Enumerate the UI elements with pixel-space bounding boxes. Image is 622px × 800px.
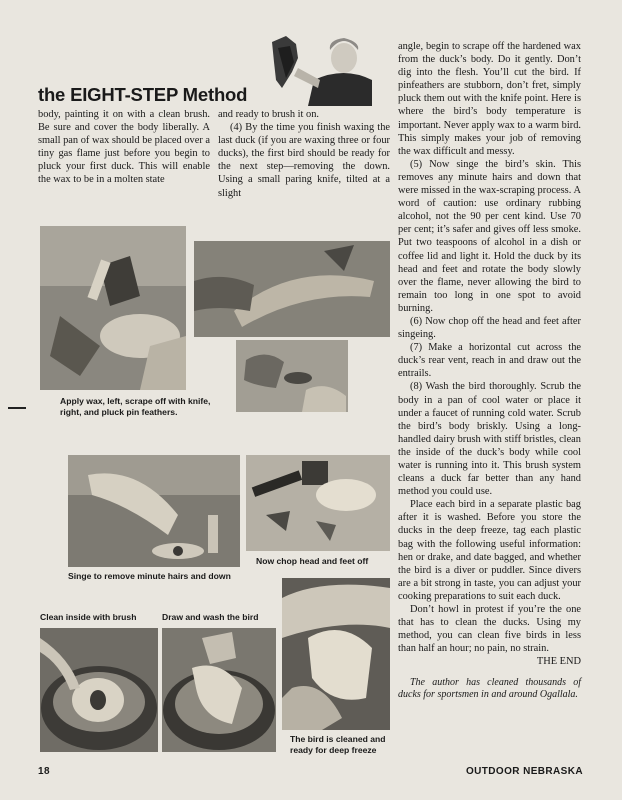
author-with-duck-photo [268, 28, 372, 106]
paragraph-step-5: (5) Now singe the bird’s skin. This removes any minute hairs and down that were missed in the wax-scraping process. A word of caution: use ordinary rubbing alcohol, not the 90 per cent kind. Use 70 per cent; it’s safer and gives off less smoke. Put two teaspoons of alcohol in a dish or coffee lid and light it. Hold the duck by its head and feet and rotate the body slowly over the flame, never allowing the bird to remain too long in one spot to avoid burning. [398, 158, 581, 314]
caption-clean-inside: Clean inside with brush [40, 612, 137, 622]
cleaned-bird-photo [282, 578, 390, 730]
paragraph: Don’t howl in protest if you’re the one that has to clean the ducks. Using my method, you can clean five birds in less than half an hour; no pain, no strain. [398, 604, 581, 655]
paragraph-step-8: (8) Wash the bird thoroughly. Scrub the body in a pan of cool water or place it under a faucet of running cold water. Scrub the bird’s body briskly. Using a long-handled dairy brush with stiff bristles, clean the inside of the duck’s body while cool water is running into it. This brush system cleans a duck far better than any hand method you could use. [398, 381, 581, 498]
paragraph: and ready to brush it on. [218, 109, 319, 120]
pluck-feathers-photo [236, 340, 348, 412]
paragraph-step-4: (4) By the time you finish waxing the last duck (if you are waxing three or four ducks), the first bird should be ready for the next step—removing the down. Using a small paring knife, tilted at a slight [218, 122, 390, 199]
apply-wax-photo [40, 226, 186, 390]
page-number: 18 [38, 766, 50, 777]
paragraph: body, painting it on with a clean brush. Be sure and cover the body liberally. A small pan of wax should be placed over a tiny gas flame just before you begin to pluck your first duck. This will enable the wax to be in a molten state [38, 109, 210, 186]
column-2-text [218, 108, 390, 200]
scrape-wax-photo [194, 241, 390, 337]
chop-head-feet-photo [246, 455, 390, 551]
clean-inside-photo [40, 628, 158, 752]
draw-wash-photo [162, 628, 276, 752]
caption-draw-wash: Draw and wash the bird [162, 612, 259, 622]
caption-chop: Now chop head and feet off [256, 556, 369, 566]
column-3-text [398, 40, 581, 701]
caption-apply-wax: Apply wax, left, scrape off with knife, right, and pluck pin feathers. [60, 396, 211, 417]
margin-mark [8, 407, 26, 409]
paragraph-step-7: (7) Make a horizontal cut across the duck’s rear vent, reach in and draw out the entrails. [398, 342, 581, 380]
paragraph-step-6: (6) Now chop off the head and feet after singeing. [398, 315, 581, 341]
caption-cleaned: The bird is cleaned and ready for deep freeze [290, 734, 386, 755]
article-title: the EIGHT-STEP Method [38, 84, 248, 105]
the-end: THE END [536, 656, 581, 668]
column-1-text [38, 108, 210, 187]
caption-singe: Singe to remove minute hairs and down [68, 571, 231, 581]
paragraph: Place each bird in a separate plastic bag after it is washed. Before you store the ducks in the deep freeze, tag each plastic bag with the following useful information: hen or drake, and date bagged, and whether the bird is a diver or puddler. Since divers are a bit strong in taste, you can adjust your cooking preparations to suit each duck. [398, 499, 581, 602]
singe-photo [68, 455, 240, 567]
paragraph: angle, begin to scrape off the hardened wax from the duck’s body. Do it gently. Don’t dig into the flesh. You’ll cut the bird. If pinfeathers are stubborn, don’t fret, simply pluck them out with the knife point. Here is where the bird’s body temperature is important. Never apply wax to a warm bird. This simply makes your job of removing the wax difficult and messy. [398, 41, 581, 157]
author-credit: The author has cleaned thousands of ducks for sportsmen in and around Ogallala. [398, 676, 581, 700]
magazine-name: OUTDOOR NEBRASKA [466, 766, 583, 777]
